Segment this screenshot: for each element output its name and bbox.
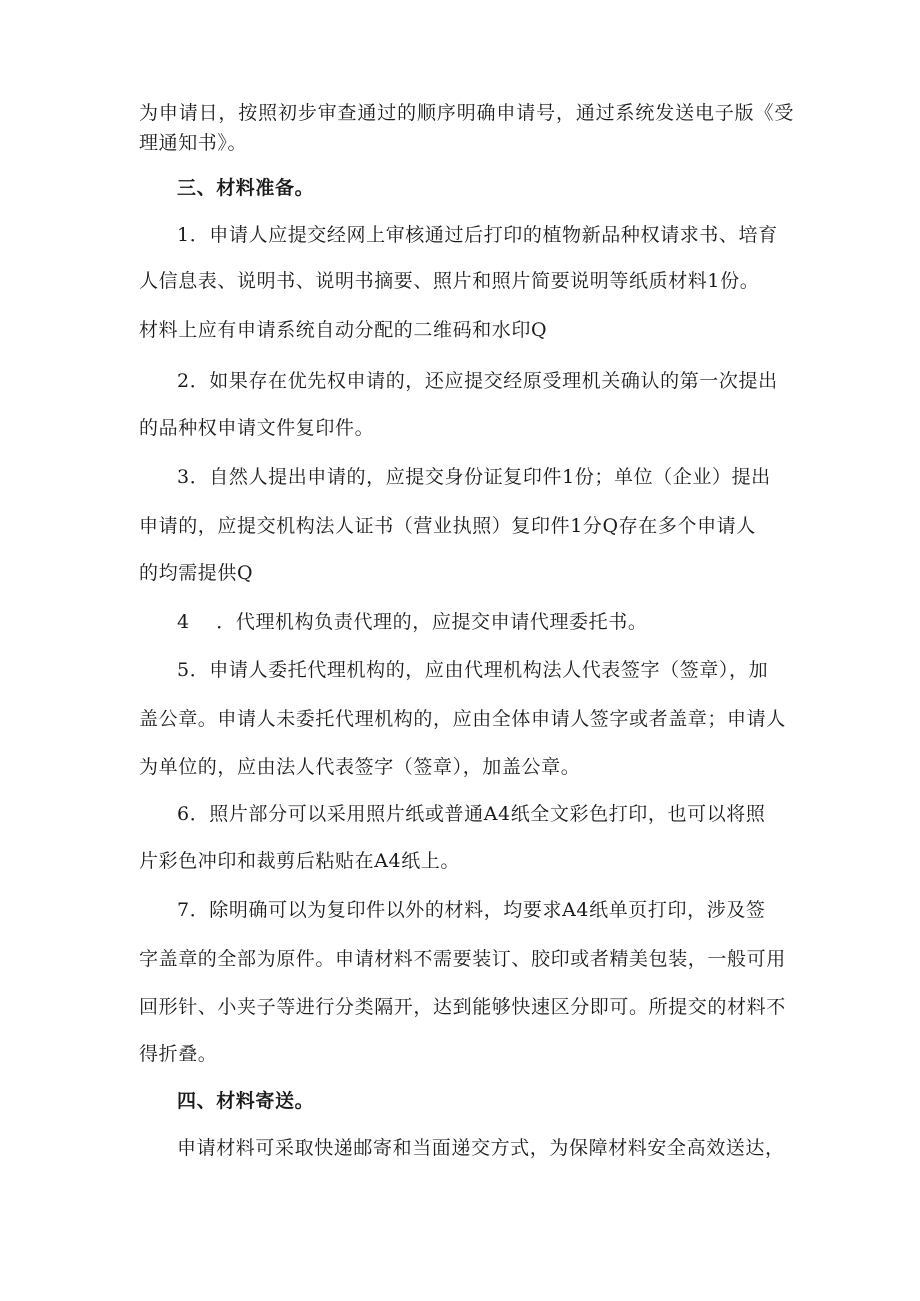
section-heading: 四、材料寄送。 (177, 1090, 315, 1112)
paragraph-line: 人信息表、说明书、说明书摘要、照片和照片简要说明等纸质材料1份。 (139, 270, 760, 292)
paragraph-line: 7．除明确可以为复印件以外的材料，均要求A4纸单页打印，涉及签 (177, 899, 766, 921)
paragraph-line: 盖公章。申请人未委托代理机构的，应由全体申请人签字或者盖章；申请人 (139, 708, 786, 730)
paragraph-line: 2．如果存在优先权申请的，还应提交经原受理机关确认的第一次提出 (177, 370, 778, 392)
paragraph-line: 申请材料可采取快递邮寄和当面递交方式，为保障材料安全高效送达， (177, 1137, 785, 1159)
paragraph-line: 1．申请人应提交经网上审核通过后打印的植物新品种权请求书、培育 (177, 224, 778, 246)
paragraph-line: 5．申请人委托代理机构的，应由代理机构法人代表签字（签章），加 (177, 659, 769, 681)
paragraph-line: 字盖章的全部为原件。申请材料不需要装订、胶印或者精美包装，一般可用 (139, 948, 786, 970)
paragraph-line: 6．照片部分可以采用照片纸或普通A4纸全文彩色打印，也可以将照 (177, 803, 766, 825)
paragraph-line: 4 ．代理机构负责代理的，应提交申请代理委托书。 (177, 611, 648, 633)
paragraph-line: 为申请日，按照初步审查通过的顺序明确申请号，通过系统发送电子版《受 (139, 102, 794, 124)
paragraph-line: 申请的，应提交机构法人证书（营业执照）复印件1分Q存在多个申请人 (139, 515, 756, 537)
paragraph-line: 的品种权申请文件复印件。 (139, 417, 375, 439)
section-heading: 三、材料准备。 (177, 177, 315, 199)
paragraph-line: 理通知书》。 (139, 132, 248, 154)
paragraph-line: 的均需提供Q (139, 562, 254, 584)
paragraph-line: 3．自然人提出申请的，应提交身份证复印件1份；单位（企业）提出 (177, 466, 771, 488)
paragraph-line: 材料上应有申请系统自动分配的二维码和水印Q (139, 319, 548, 341)
paragraph-line: 片彩色冲印和裁剪后粘贴在A4纸上。 (139, 850, 461, 872)
paragraph-line: 回形针、小夹子等进行分类隔开，达到能够快速区分即可。所提交的材料不 (139, 996, 786, 1018)
paragraph-line: 得折叠。 (139, 1043, 218, 1065)
paragraph-line: 为单位的，应由法人代表签字（签章），加盖公章。 (139, 756, 581, 778)
